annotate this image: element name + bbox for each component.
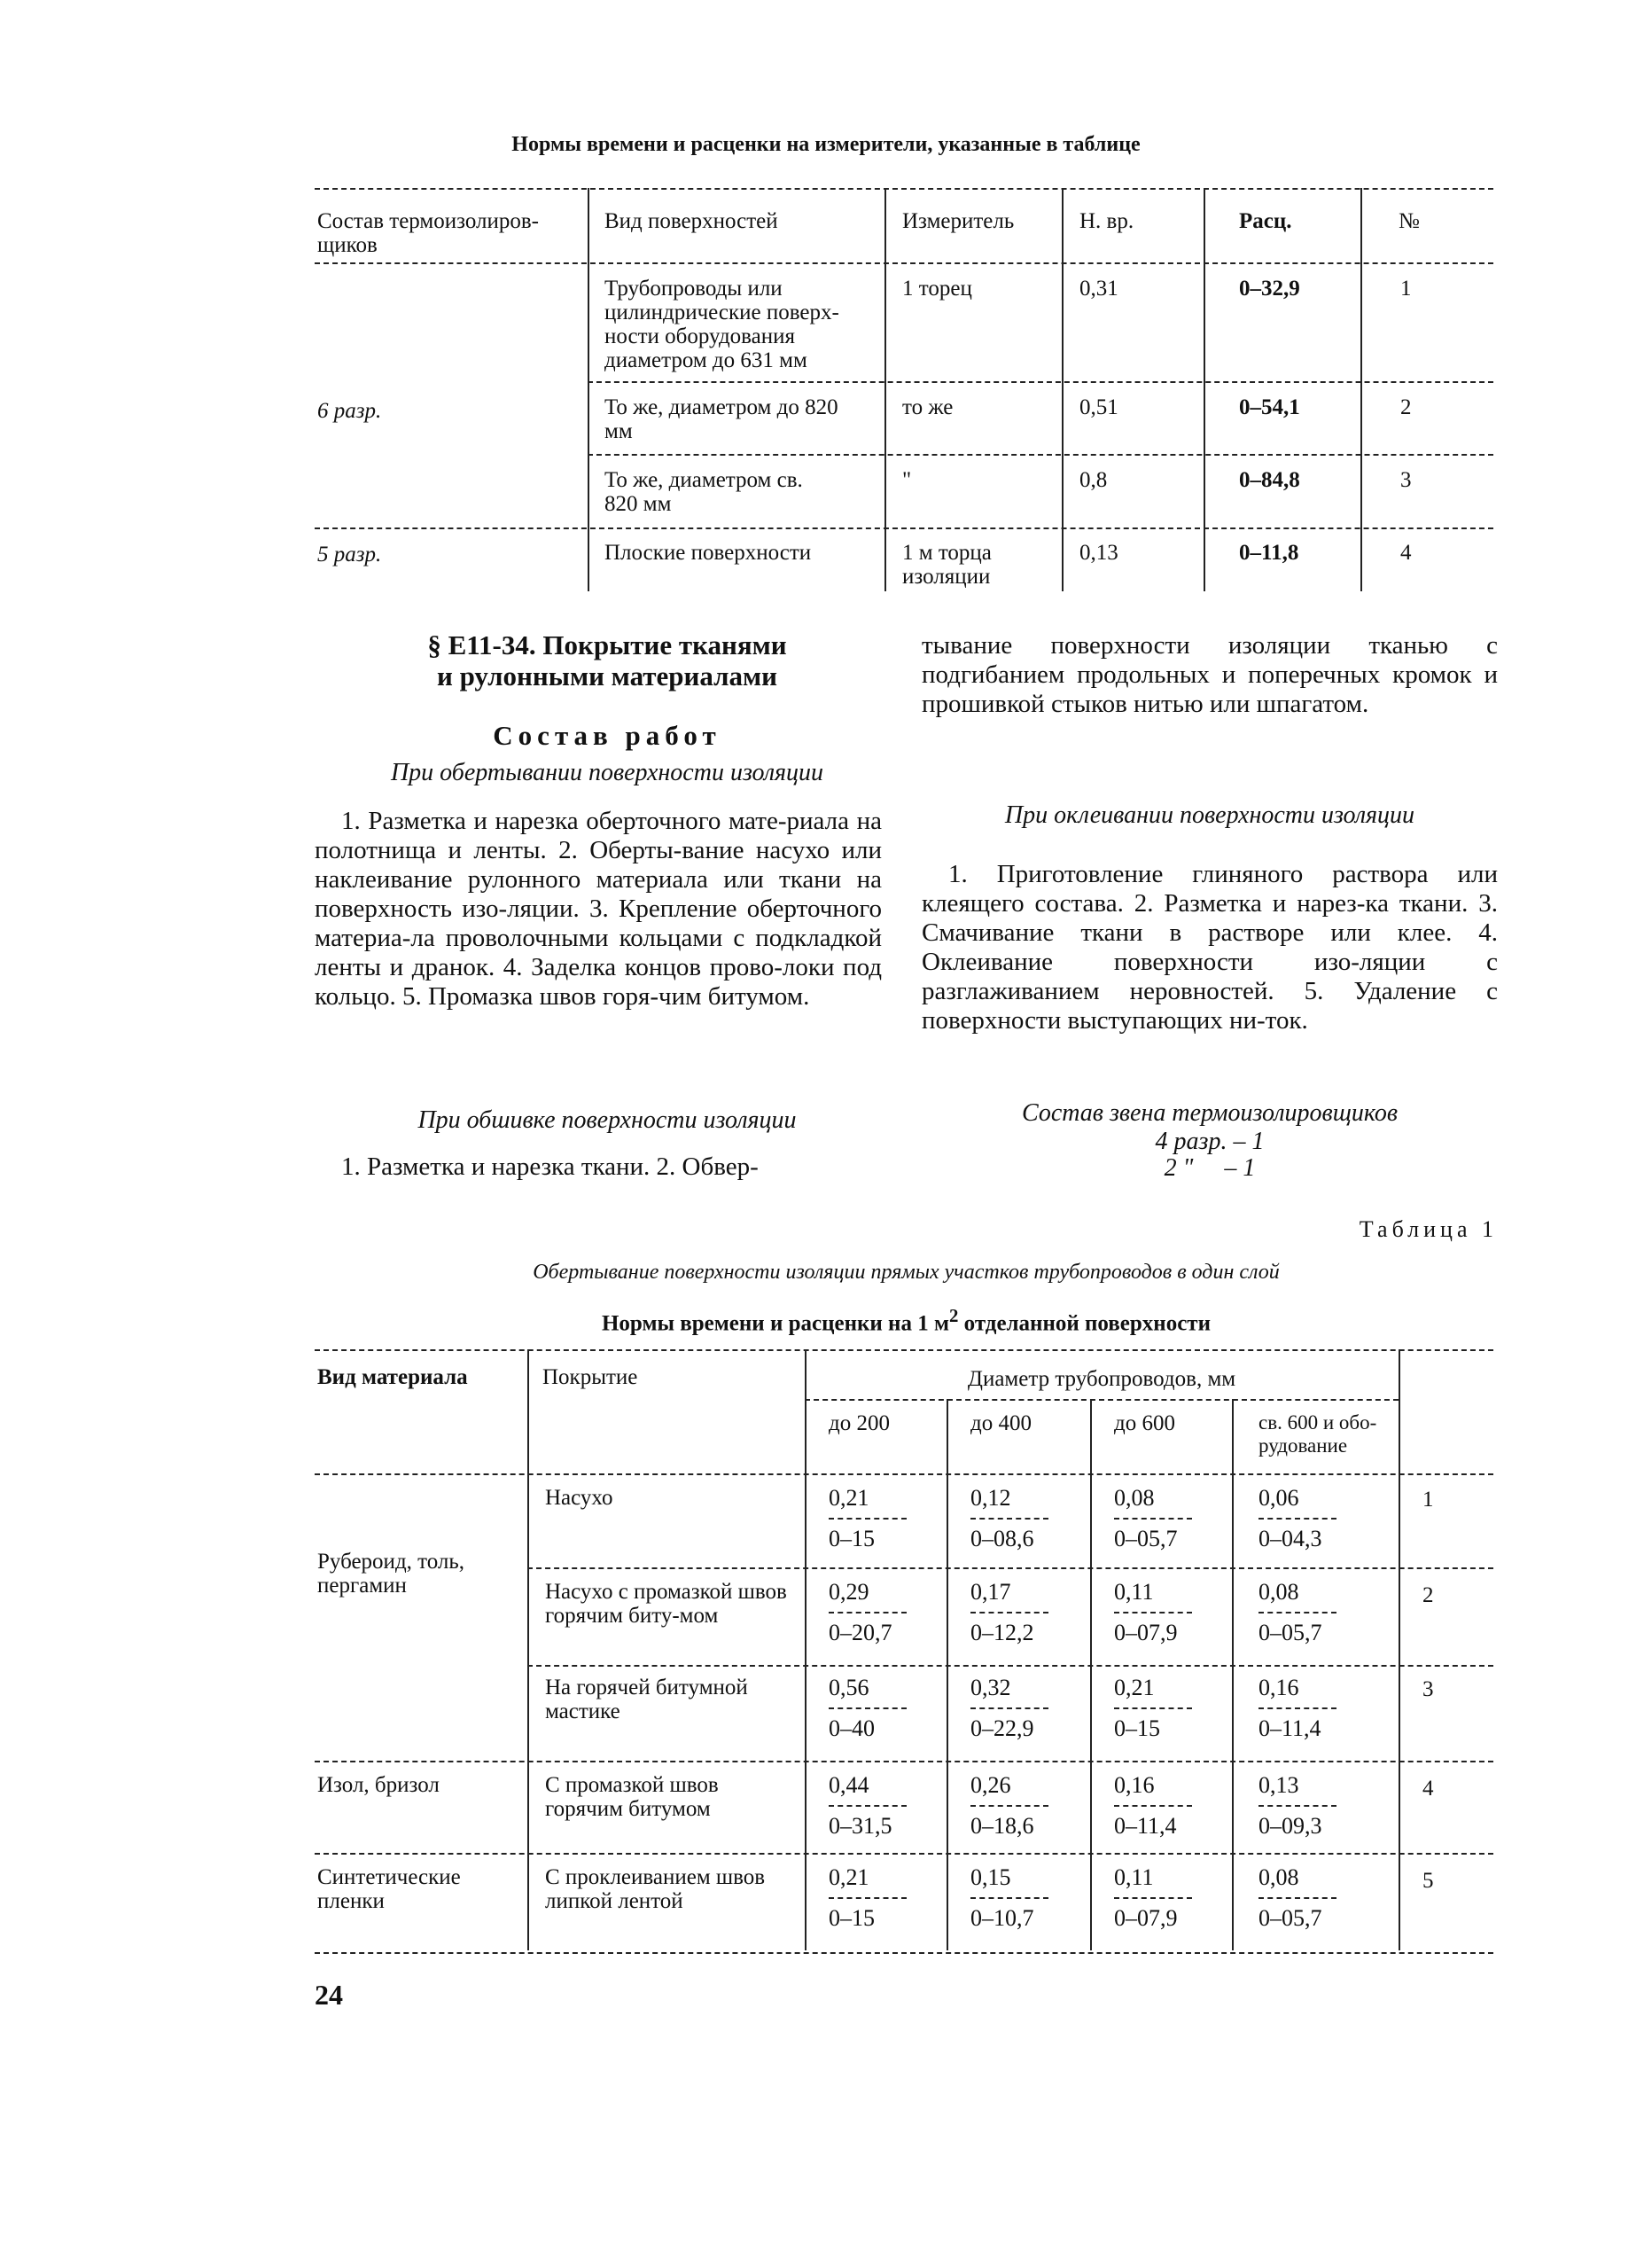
rate-value: 0–22,9 xyxy=(970,1715,1034,1741)
col-header: до 200 xyxy=(829,1411,890,1435)
rule xyxy=(805,1399,1399,1401)
value-fraction xyxy=(1258,1773,1336,1838)
surface-cell: Плоские поверхности xyxy=(604,541,812,565)
cover-cell: С промазкой швов горячим битумом xyxy=(545,1773,719,1821)
cover-cell: С проклеиванием швов липкой лентой xyxy=(545,1865,766,1913)
rate-value: 0–04,3 xyxy=(1258,1526,1322,1551)
rate-cell: 0–11,8 xyxy=(1239,541,1299,565)
norm-value: 0,13 xyxy=(1258,1772,1299,1798)
norm-value: 0,21 xyxy=(829,1864,869,1890)
norm-value: 0,16 xyxy=(1258,1675,1299,1700)
header-rate: Расц. xyxy=(1239,209,1292,233)
rule xyxy=(315,1349,1493,1351)
rate-value: 0–07,9 xyxy=(1114,1620,1178,1645)
cover-cell: На горячей битумной мастике xyxy=(545,1676,748,1723)
col-divider xyxy=(1360,188,1362,591)
norm-value: 0,26 xyxy=(970,1772,1011,1798)
value-fraction xyxy=(1114,1773,1192,1838)
rate-value: 0–31,5 xyxy=(829,1813,892,1839)
rate-value: 0–05,7 xyxy=(1114,1526,1178,1551)
norm-cell: 0,51 xyxy=(1079,395,1118,419)
rate-value: 0–40 xyxy=(829,1715,875,1741)
value-fraction xyxy=(970,1676,1048,1740)
header-crew: Состав термоизолиров-щиков xyxy=(317,209,539,257)
top-table-caption: Нормы времени и расценки на измерители, указанные в таблице xyxy=(511,133,1141,156)
col-header: до 400 xyxy=(970,1411,1032,1435)
header-no: № xyxy=(1399,209,1420,233)
value-fraction xyxy=(1114,1580,1192,1645)
unit-cell: 1 торец xyxy=(902,277,972,301)
col-divider xyxy=(1090,1399,1092,1950)
value-fraction xyxy=(829,1676,907,1740)
rule xyxy=(588,381,1493,383)
rule xyxy=(315,1853,1493,1855)
value-fraction xyxy=(1114,1865,1192,1930)
rate-value: 0–12,2 xyxy=(970,1620,1034,1645)
rule xyxy=(315,1473,1493,1475)
rule xyxy=(315,262,1493,264)
norm-value: 0,06 xyxy=(1258,1485,1299,1511)
norm-value: 0,44 xyxy=(829,1772,869,1798)
col-divider xyxy=(884,188,886,591)
crew-heading: Состав звена термоизолировщиков xyxy=(1021,1099,1399,1127)
value-fraction xyxy=(970,1865,1048,1930)
table-subtitle-sup: 2 xyxy=(949,1305,959,1326)
rate-value: 0–05,7 xyxy=(1258,1620,1322,1645)
no-cell: 2 xyxy=(1400,395,1412,419)
rate-value: 0–11,4 xyxy=(1114,1813,1177,1839)
value-fraction xyxy=(829,1580,907,1645)
no-cell: 1 xyxy=(1422,1488,1434,1512)
page-number: 24 xyxy=(315,1979,343,2011)
value-fraction xyxy=(1114,1676,1192,1740)
material-cell: Синтетические пленки xyxy=(317,1865,461,1913)
table-subtitle-text: Нормы времени и расценки на 1 м xyxy=(601,1311,949,1336)
norm-value: 0,21 xyxy=(1114,1675,1155,1700)
unit-cell: 1 м торца изоляции xyxy=(902,541,992,589)
rate-value: 0–18,6 xyxy=(970,1813,1034,1839)
rule xyxy=(315,527,1493,529)
subheading: При обертывании поверхности изоляции xyxy=(390,759,824,786)
composition-heading: Состав работ xyxy=(493,720,721,751)
col-divider xyxy=(805,1349,807,1950)
no-cell: 5 xyxy=(1422,1869,1434,1893)
rate-value: 0–08,6 xyxy=(970,1526,1034,1551)
table-title: Обертывание поверхности изоляции прямых участков трубопроводов в один слой xyxy=(533,1261,1280,1284)
rate-value: 0–05,7 xyxy=(1258,1905,1322,1931)
paragraph: тывание поверхности изоляции тканью с подгибанием продольных и поперечных кромок и прошивкой стыков нитью или шпагатом. xyxy=(922,631,1498,718)
norm-value: 0,15 xyxy=(970,1864,1011,1890)
no-cell: 3 xyxy=(1400,468,1412,492)
rate-value: 0–09,3 xyxy=(1258,1813,1322,1839)
rate-cell: 0–32,9 xyxy=(1239,277,1300,301)
section-title: § Е11-34. Покрытие тканями xyxy=(427,629,787,660)
col-divider xyxy=(947,1399,948,1950)
rate-value: 0–11,4 xyxy=(1258,1715,1321,1741)
rule xyxy=(527,1567,1493,1569)
value-fraction xyxy=(970,1773,1048,1838)
norm-value: 0,16 xyxy=(1114,1772,1155,1798)
norm-value: 0,12 xyxy=(970,1485,1011,1511)
paragraph: 1. Приготовление глиняного раствора или клеящего состава. 2. Разметка и нарез-ка ткани. 3. Смачивание ткани в растворе или клее. 4. Оклеивание поверхности изо-ляции с разглаживанием неровностей. 5. Удаление с поверхности выступающих ни-ток. xyxy=(922,860,1498,1035)
norm-value: 0,08 xyxy=(1114,1485,1155,1511)
rule xyxy=(588,454,1493,456)
paragraph: 1. Разметка и нарезка ткани. 2. Обвер- xyxy=(341,1152,759,1181)
norm-cell: 0,8 xyxy=(1079,468,1108,492)
value-fraction xyxy=(1258,1676,1336,1740)
header-unit: Измеритель xyxy=(902,209,1015,233)
rate-value: 0–15 xyxy=(829,1905,875,1931)
header-diameter: Диаметр трубопроводов, мм xyxy=(967,1367,1236,1391)
rate-value: 0–20,7 xyxy=(829,1620,892,1645)
subheading: При обшивке поверхности изоляции xyxy=(417,1106,797,1134)
rate-value: 0–07,9 xyxy=(1114,1905,1178,1931)
surface-cell: То же, диаметром до 820 мм xyxy=(604,395,838,443)
rate-cell: 0–54,1 xyxy=(1239,395,1300,419)
norm-value: 0,17 xyxy=(970,1579,1011,1605)
no-cell: 2 xyxy=(1422,1583,1434,1607)
norm-value: 0,08 xyxy=(1258,1579,1299,1605)
no-cell: 4 xyxy=(1422,1777,1434,1801)
crew-line: 2 " – 1 xyxy=(1164,1154,1256,1182)
col-divider xyxy=(1232,1399,1234,1950)
value-fraction xyxy=(829,1773,907,1838)
value-fraction xyxy=(1114,1486,1192,1551)
header-cover: Покрытие xyxy=(542,1365,638,1389)
col-divider xyxy=(1204,188,1205,591)
value-fraction xyxy=(829,1486,907,1551)
table-subtitle xyxy=(315,1305,1498,1336)
rule xyxy=(315,188,1493,190)
table-subtitle-text: отделанной поверхности xyxy=(958,1311,1211,1336)
col-header: св. 600 и обо-рудование xyxy=(1258,1411,1377,1457)
col-header: до 600 xyxy=(1114,1411,1175,1435)
surface-cell: То же, диаметром св. 820 мм xyxy=(604,468,803,516)
value-fraction xyxy=(829,1865,907,1930)
norm-value: 0,11 xyxy=(1114,1864,1154,1890)
table-label: Таблица 1 xyxy=(1359,1216,1498,1242)
header-surface: Вид поверхностей xyxy=(604,209,778,233)
rule xyxy=(527,1665,1493,1667)
section-title-cont: и рулонными материалами xyxy=(436,660,778,691)
norm-value: 0,32 xyxy=(970,1675,1011,1700)
rate-value: 0–15 xyxy=(1114,1715,1160,1741)
value-fraction xyxy=(1258,1865,1336,1930)
norm-cell: 0,31 xyxy=(1079,277,1118,301)
material-cell: Рубероид, толь, пергамин xyxy=(317,1550,465,1598)
norm-value: 0,21 xyxy=(829,1485,869,1511)
rule xyxy=(315,1952,1493,1954)
rule xyxy=(315,1761,1493,1762)
header-norm: Н. вр. xyxy=(1079,209,1134,233)
no-cell: 1 xyxy=(1400,277,1412,301)
unit-cell: то же xyxy=(902,395,954,419)
norm-value: 0,29 xyxy=(829,1579,869,1605)
paragraph: 1. Разметка и нарезка оберточного мате-риала на полотнища и ленты. 2. Оберты-вание насухо или наклеивание рулонного материала или ткани на поверхность изо-ляции. 3. Крепление оберточного материа-ла проволочными кольцами с подкладкой ленты и дранок. 4. Заделка концов прово-локи под кольцо. 5. Промазка швов горя-чим битумом. xyxy=(315,807,882,1011)
rank-6: 6 разр. xyxy=(317,399,382,423)
surface-cell: Трубопроводы или цилиндрические поверх-ности оборудования диаметром до 631 мм xyxy=(604,277,839,372)
norm-value: 0,08 xyxy=(1258,1864,1299,1890)
norm-value: 0,56 xyxy=(829,1675,869,1700)
rate-value: 0–10,7 xyxy=(970,1905,1034,1931)
rate-value: 0–15 xyxy=(829,1526,875,1551)
no-cell: 3 xyxy=(1422,1677,1434,1701)
rank-5: 5 разр. xyxy=(317,543,382,566)
norm-cell: 0,13 xyxy=(1079,541,1118,565)
norm-value: 0,11 xyxy=(1114,1579,1154,1605)
value-fraction xyxy=(970,1486,1048,1551)
unit-cell: " xyxy=(902,468,912,492)
material-cell: Изол, бризол xyxy=(317,1773,440,1797)
value-fraction xyxy=(1258,1486,1336,1551)
col-divider xyxy=(588,188,589,591)
cover-cell: Насухо xyxy=(545,1486,613,1510)
col-divider xyxy=(1062,188,1064,591)
cover-cell: Насухо с промазкой швов горячим биту-мом xyxy=(545,1580,787,1628)
col-divider xyxy=(527,1349,529,1950)
header-material: Вид материала xyxy=(317,1365,468,1389)
value-fraction xyxy=(1258,1580,1336,1645)
col-divider xyxy=(1399,1349,1400,1950)
crew-line: 4 разр. – 1 xyxy=(1155,1128,1265,1155)
subheading: При оклеивании поверхности изоляции xyxy=(1004,801,1415,829)
no-cell: 4 xyxy=(1400,541,1412,565)
rate-cell: 0–84,8 xyxy=(1239,468,1300,492)
value-fraction xyxy=(970,1580,1048,1645)
